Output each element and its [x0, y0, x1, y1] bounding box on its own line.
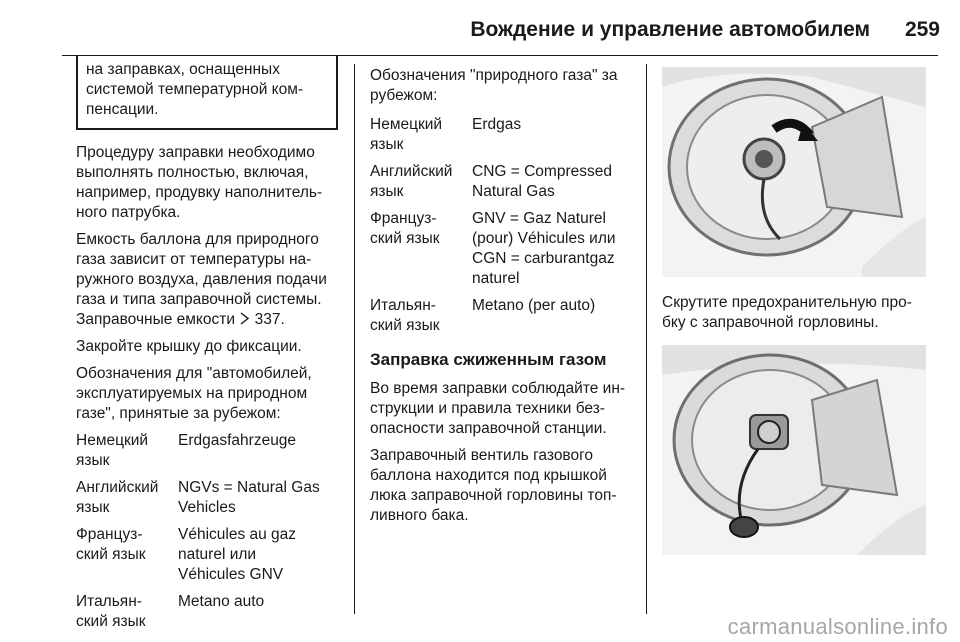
table-row: Немецкий язык Erdgasfahrzeuge: [76, 432, 297, 469]
running-header-title: Вождение и управление автомобилем: [470, 18, 870, 41]
fuel-filler-unscrew-cap-illustration: [662, 67, 926, 277]
table-row: Итальян- ский язык Metano (per auto): [370, 297, 596, 334]
designations-table: [76, 431, 338, 632]
page-number: 259: [904, 18, 940, 41]
paragraph-designations: Обозначения для "автомобилей, эксплуатируемых на природном газе", принятые за рубежом:: [76, 365, 312, 422]
table-row: Английский язык NGVs = Natural Gas Vehicles: [76, 479, 320, 516]
paragraph-safety: Во время заправки соблюдайте ин- струкции и правила техники без- опасности заправочной станции.: [370, 380, 626, 437]
figure-caption: Скрутите предохранительную про- бку с заправочной горловины.: [662, 294, 912, 331]
reference-arrow-icon: [239, 311, 254, 328]
paragraph-close-cap: Закройте крышку до фиксации.: [76, 338, 302, 355]
paragraph-valve-location: Заправочный вентиль газового баллона находится под крышкой люка заправочной горловины топ- ливного бака.: [370, 447, 617, 524]
paragraph-procedure: Процедуру заправки необходимо выполнять полностью, включая, например, продувку наполнитель- ного патрубка.: [76, 144, 323, 221]
watermark: carmanualsonline.info: [727, 614, 948, 639]
note-line: пенсации.: [86, 101, 159, 118]
table-row: Английский язык CNG = Compressed Natural Gas: [370, 163, 612, 200]
note-box: [76, 56, 338, 130]
table-row: Француз- ский язык Véhicules au gaz naturel или Véhicules GNV: [76, 526, 297, 583]
column-divider-right: [646, 64, 647, 614]
table-row: Итальян- ский язык Metano auto: [76, 593, 265, 630]
middle-column: [370, 66, 638, 533]
table-row: Немецкий язык Erdgas: [370, 116, 522, 153]
left-column: [76, 56, 338, 639]
table-row: Француз- ский язык GNV = Gaz Naturel (pour) Véhicules или CGN = carburantgaz naturel: [370, 210, 616, 287]
paragraph-capacity: Емкость баллона для природного газа зависит от температуры на- ружного воздуха, давления подачи газа и типа заправочной системы. Заправочные емкости 337.: [76, 231, 327, 328]
section-heading: Заправка сжиженным газом: [370, 350, 607, 369]
gas-designations-table: [370, 115, 638, 336]
note-line: на заправках, оснащенных: [86, 61, 280, 78]
column-divider-left: [354, 64, 355, 614]
right-column: [662, 67, 932, 555]
reference-page-link[interactable]: 337.: [254, 311, 285, 328]
gas-filler-valve-illustration: [662, 345, 926, 555]
note-line: системой температурной ком-: [86, 81, 304, 98]
paragraph-gas-designations: Обозначения "природного газа" за рубежом:: [370, 67, 618, 104]
